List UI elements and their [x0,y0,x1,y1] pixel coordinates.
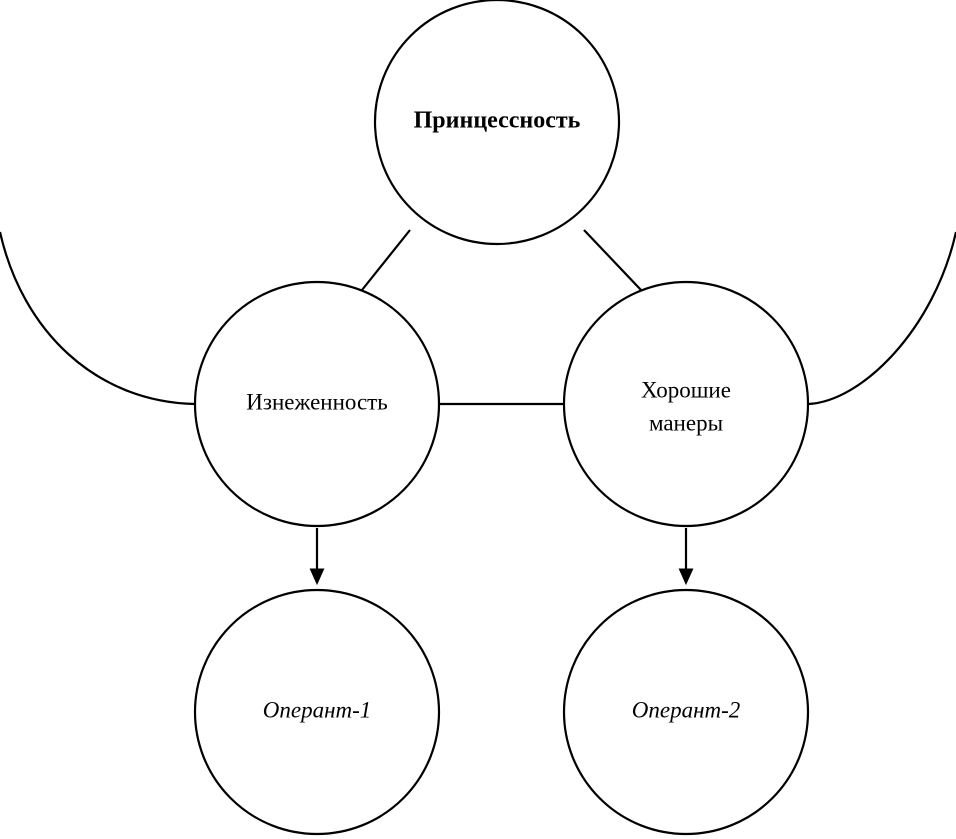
link-softness-princess [362,230,410,290]
node-operant-2-label: Оперант-2 [631,697,741,723]
left-outer-arc [0,232,195,404]
node-manners-label-line2: манеры [648,410,724,436]
node-manners-label-line1: Хорошие [641,377,731,403]
right-outer-arc [808,232,956,404]
node-manners[interactable] [564,282,808,526]
node-operant-1-label: Оперант-1 [262,697,372,723]
node-princess-label: Принцессность [413,107,581,134]
node-softness-label: Изнеженность [246,389,388,415]
link-manners-princess [584,230,641,290]
